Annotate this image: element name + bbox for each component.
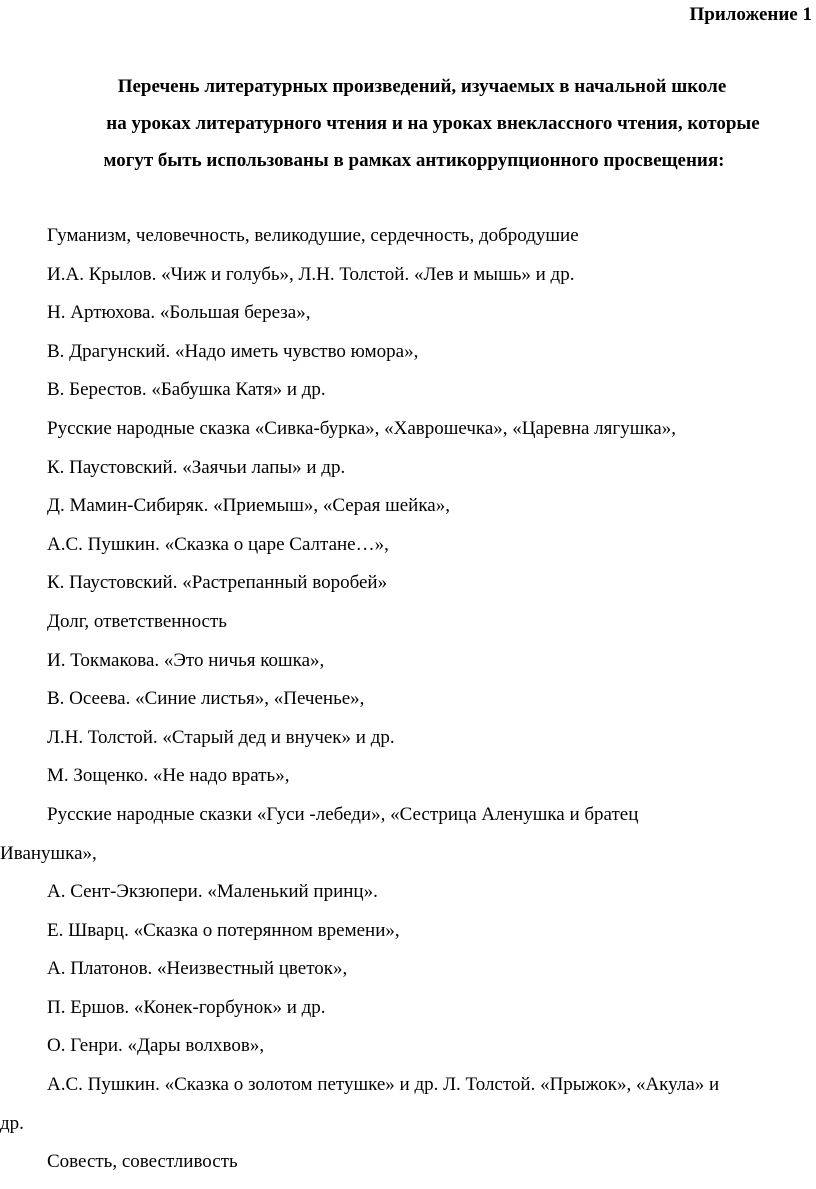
- section-heading-duty: Долг, ответственность: [47, 610, 227, 632]
- heading-line: на уроках литературного чтения и на уроках внеклассного чтения, которые: [106, 113, 760, 134]
- text-line: Л.Н. Толстой. «Старый дед и внучек» и др.: [47, 726, 395, 748]
- heading-line: могут быть использованы в рамках антикоррупционного просвещения:: [103, 150, 725, 171]
- document-body: [0, 224, 816, 1189]
- text-line: М. Зощенко. «Не надо врать»,: [47, 765, 290, 787]
- text-line: П. Ершов. «Конек-горбунок» и др.: [47, 996, 326, 1018]
- appendix-label: Приложение 1: [689, 4, 812, 25]
- text-line: О. Генри. «Дары волхвов»,: [47, 1035, 265, 1057]
- text-line: К. Паустовский. «Заячьи лапы» и др.: [47, 456, 346, 478]
- text-line: В. Осеева. «Синие листья», «Печенье»,: [47, 688, 365, 710]
- text-line: Русские народные сказка «Сивка-бурка», «Хаврошечка», «Царевна лягушка»,: [47, 417, 676, 439]
- text-line: И.А. Крылов. «Чиж и голубь», Л.Н. Толстой. «Лев и мышь» и др.: [47, 263, 575, 285]
- section-heading-humanism: Гуманизм, человечность, великодушие, сердечность, добродушие: [47, 225, 579, 246]
- text-line: Д. Мамин-Сибиряк. «Приемыш», «Серая шейка»,: [47, 495, 450, 517]
- text-line-continuation: др.: [0, 1112, 24, 1134]
- text-line: А. Платонов. «Неизвестный цветок»,: [47, 958, 348, 980]
- text-line: А.С. Пушкин. «Сказка о царе Салтане…»,: [47, 533, 389, 555]
- text-line: К. Паустовский. «Растрепанный воробей»: [47, 572, 388, 594]
- text-line: И. Токмакова. «Это ничья кошка»,: [47, 649, 325, 671]
- text-line: Е. Шварц. «Сказка о потерянном времени»,: [47, 919, 400, 941]
- text-line: А. Сент-Экзюпери. «Маленький принц».: [47, 881, 378, 903]
- text-line-continuation: Иванушка»,: [0, 842, 97, 864]
- text-line: В. Берестов. «Бабушка Катя» и др.: [47, 379, 326, 401]
- text-line: Русские народные сказки «Гуси -лебеди», «Сестрица Аленушка и братец: [47, 803, 639, 825]
- document-heading: [0, 76, 816, 187]
- text-line: Н. Артюхова. «Большая береза»,: [47, 302, 311, 324]
- section-heading-conscience: Совесть, совестливость: [47, 1151, 238, 1173]
- heading-line: Перечень литературных произведений, изучаемых в начальной школе: [117, 76, 727, 97]
- text-line: А.С. Пушкин. «Сказка о золотом петушке» и др. Л. Толстой. «Прыжок», «Акула» и: [47, 1074, 720, 1096]
- text-line: В. Драгунский. «Надо иметь чувство юмора»,: [47, 340, 419, 362]
